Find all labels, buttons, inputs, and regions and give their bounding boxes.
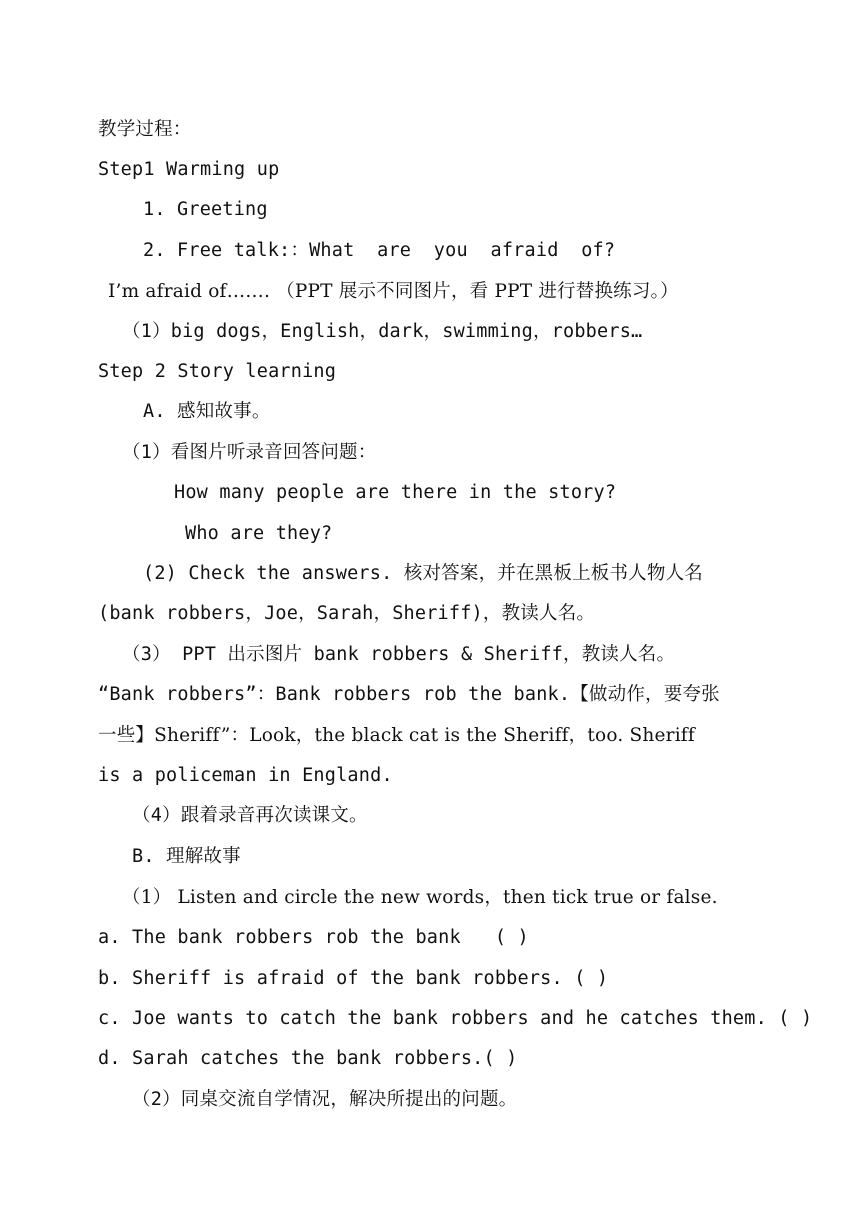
list-item: 1. Greeting <box>143 199 268 220</box>
paragraph-line: 一些】Sheriff”：Look，the black cat is the Sheriff，too. Sheriff <box>98 725 695 746</box>
paragraph-line: is a policeman in England. <box>98 765 393 786</box>
list-item: （2）同桌交流自学情况，解决所提出的问题。 <box>132 1089 518 1110</box>
list-item: （3） PPT 出示图片 bank robbers & Sheriff，教读人名。 <box>122 644 676 665</box>
step-heading: Step1 Warming up <box>98 159 280 180</box>
subsection-heading: A. 感知故事。 <box>143 401 271 422</box>
list-item: （1）看图片听录音回答问题： <box>122 442 377 463</box>
paragraph-line: “Bank robbers”：Bank robbers rob the bank.【做动作，要夸张 <box>98 684 720 705</box>
list-item: 2. Free talk:：What are you afraid of? <box>143 240 616 261</box>
list-item: （1）big dogs，English，dark，swimming，robbers… <box>122 321 643 342</box>
list-item: (2) Check the answers. 核对答案，并在黑板上板书人物人名 <box>143 563 703 584</box>
paragraph-line: I’m afraid of……. （PPT 展示不同图片，看 PPT 进行替换练习。） <box>108 281 679 302</box>
section-heading: 教学过程： <box>98 119 192 140</box>
step-heading: Step 2 Story learning <box>98 361 337 382</box>
exercise-item: d. Sarah catches the bank robbers.( ) <box>98 1048 518 1069</box>
paragraph-line: (bank robbers，Joe，Sarah，Sheriff)，教读人名。 <box>98 603 596 624</box>
list-item: （4）跟着录音再次读课文。 <box>132 805 368 826</box>
exercise-item: a. The bank robbers rob the bank ( ) <box>98 927 529 948</box>
subsection-heading: B. 理解故事 <box>132 846 241 867</box>
question-line: Who are they? <box>185 523 333 544</box>
exercise-item: b. Sheriff is afraid of the bank robbers. ( ) <box>98 968 609 989</box>
list-item: （1） Listen and circle the new words，then tick true or false. <box>122 887 718 908</box>
question-line: How many people are there in the story? <box>174 482 617 503</box>
exercise-item: c. Joe wants to catch the bank robbers and he catches them. ( ) <box>98 1008 813 1029</box>
